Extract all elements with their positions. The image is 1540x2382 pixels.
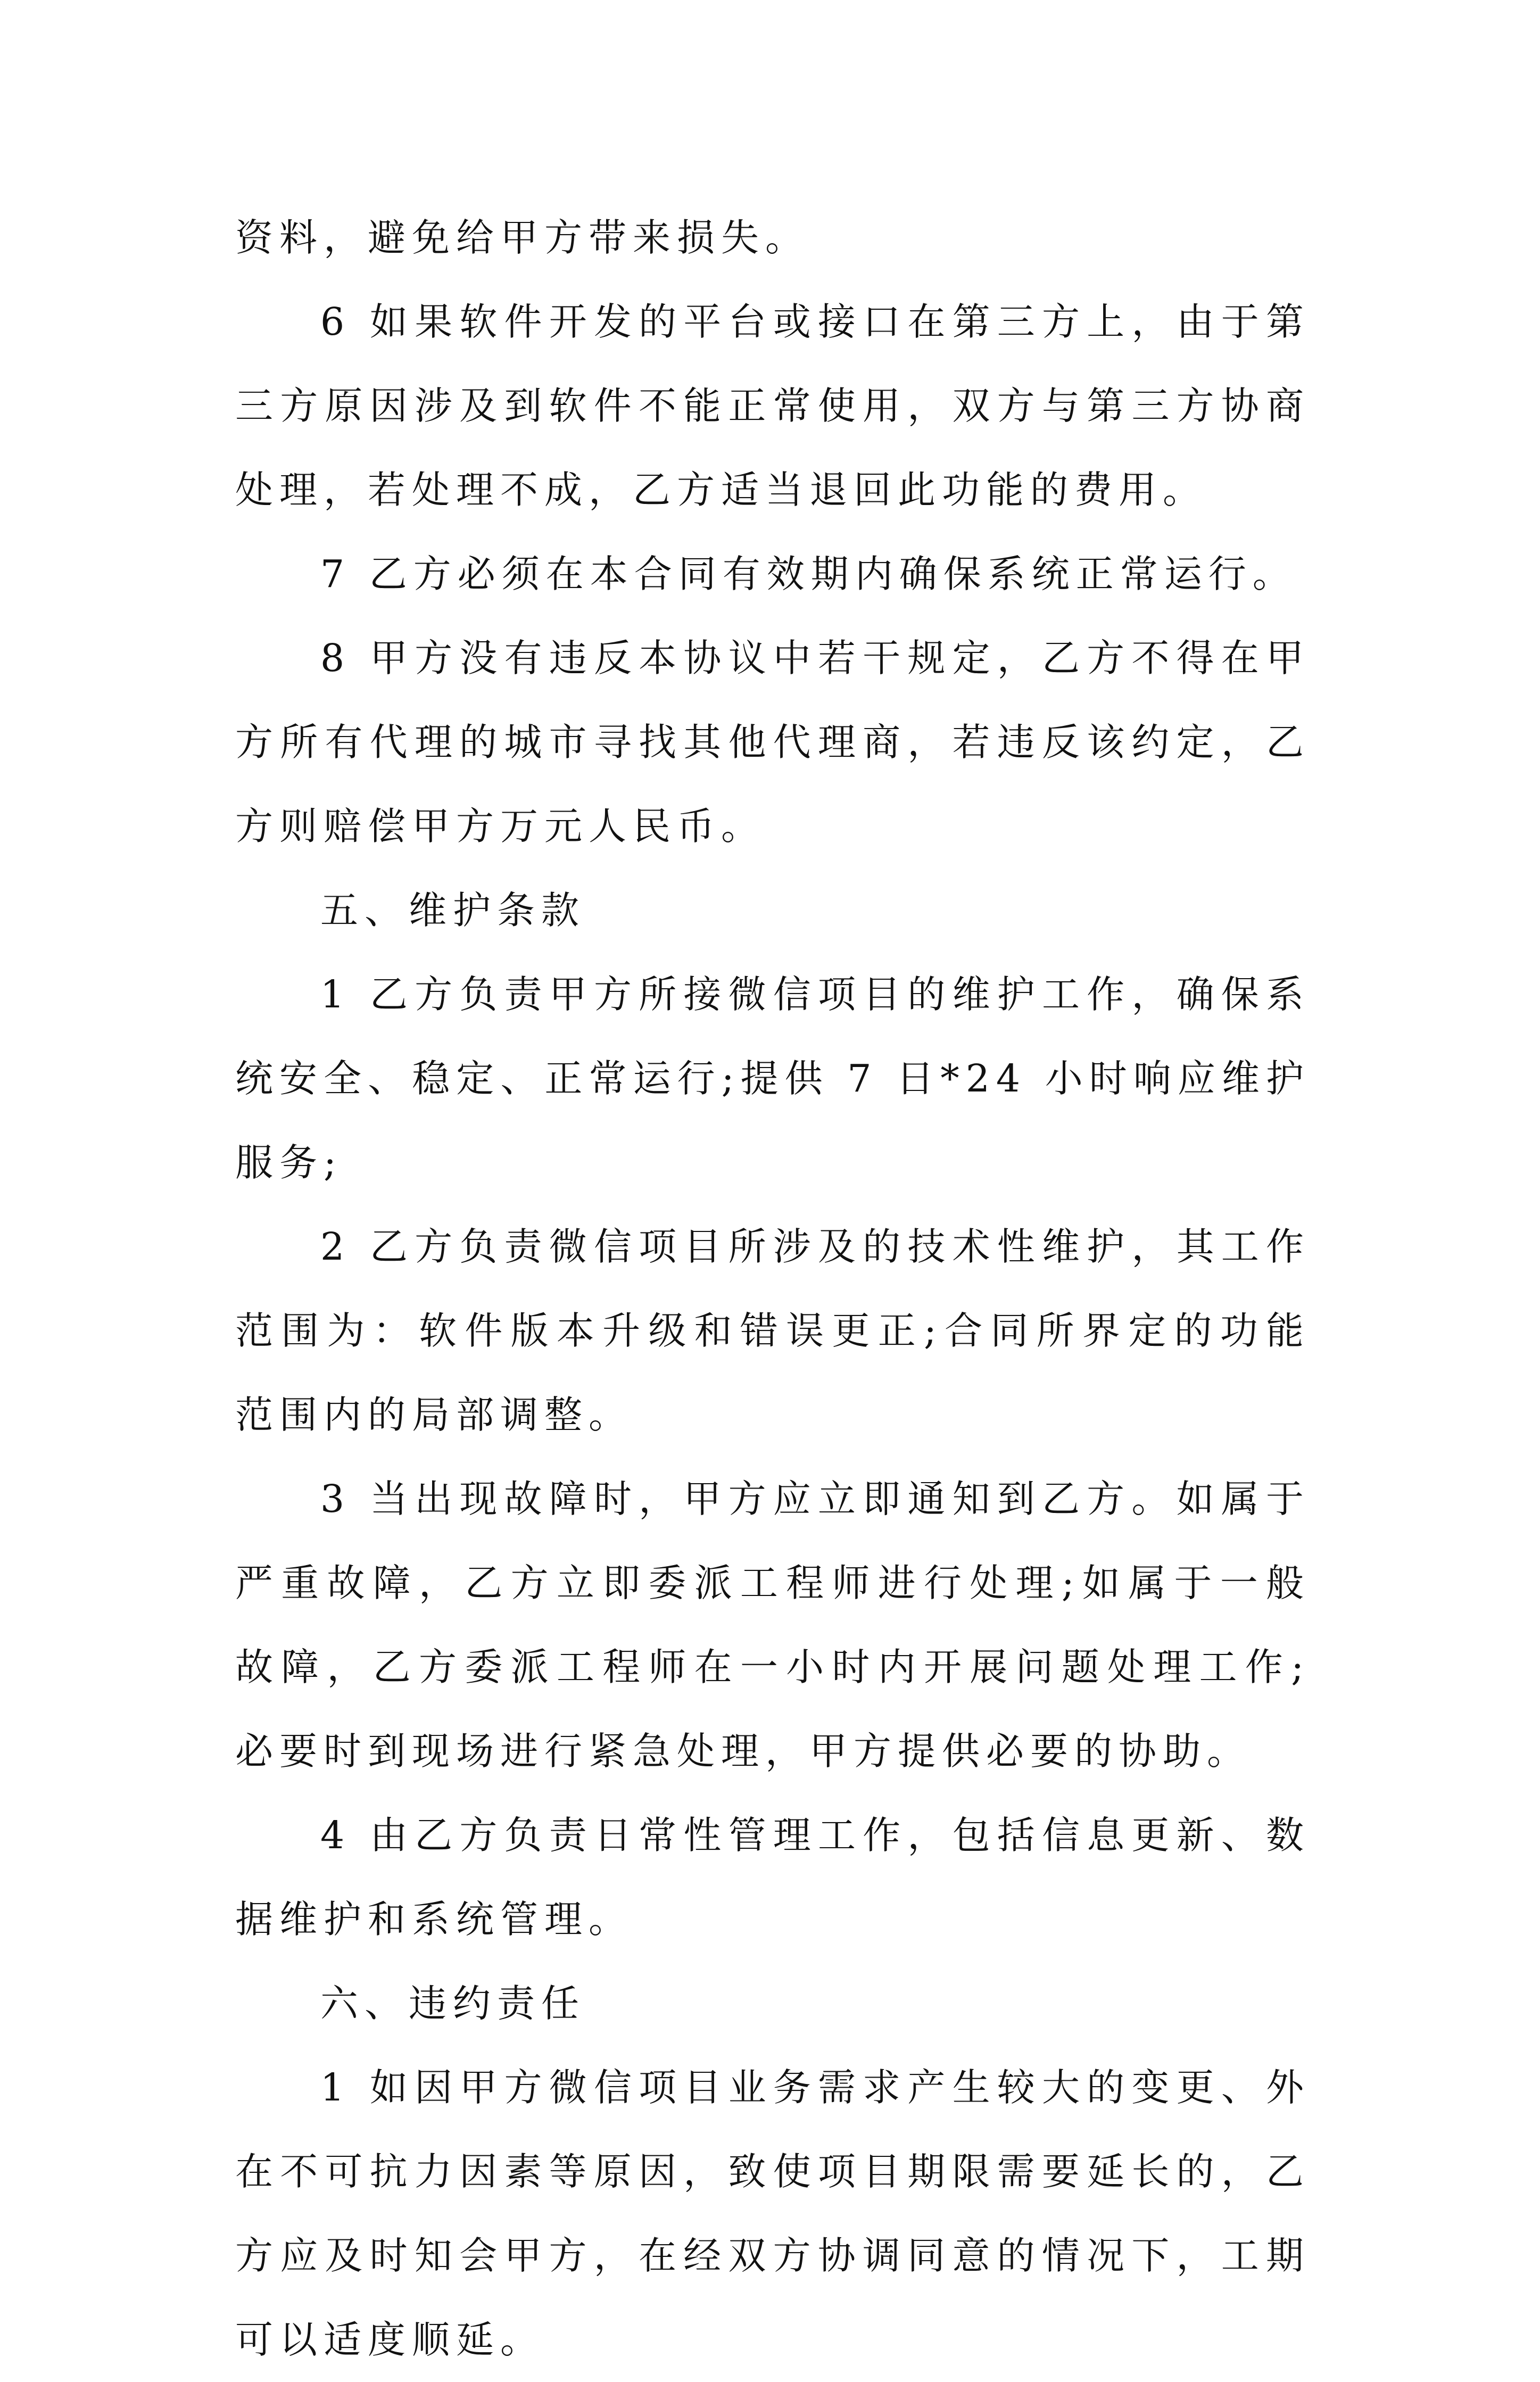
clause-5-1: 1 乙方负责甲方所接微信项目的维护工作，确保系统安全、稳定、正常运行;提供 7 日*24 小时响应维护服务; <box>235 972 1310 1185</box>
clause-6-1: 1 如因甲方微信项目业务需求产生较大的变更、外在不可抗力因素等原因，致使项目期限需要延长的，乙方应及时知会甲方，在经双方协调同意的情况下，工期可以适度顺延。 <box>235 2065 1310 2362</box>
clause-5-3: 3 当出现故障时，甲方应立即通知到乙方。如属于严重故障，乙方立即委派工程师进行处理;如属于一般故障，乙方委派工程师在一小时内开展问题处理工作;必要时到现场进行紧急处理，甲方提供必要的协助。 <box>235 1477 1310 1773</box>
section-heading-5: 五、维护条款 <box>320 888 586 932</box>
clause-5-2: 2 乙方负责微信项目所涉及的技术性维护，其工作范围为：软件版本升级和错误更正;合同所界定的功能范围内的局部调整。 <box>235 1225 1310 1437</box>
paragraph-continuation: 资料，避免给甲方带来损失。 <box>235 216 810 260</box>
clause-4-6: 6 如果软件开发的平台或接口在第三方上，由于第三方原因涉及到软件不能正常使用，双方与第三方协商处理，若处理不成，乙方适当退回此功能的费用。 <box>235 300 1310 512</box>
document-body <box>235 196 1310 2382</box>
clause-5-4: 4 由乙方负责日常性管理工作，包括信息更新、数据维护和系统管理。 <box>235 1813 1310 1941</box>
section-heading-6: 六、违约责任 <box>320 1981 586 2025</box>
clause-4-7: 7 乙方必须在本合同有效期内确保系统正常运行。 <box>320 552 1297 596</box>
clause-4-8: 8 甲方没有违反本协议中若干规定，乙方不得在甲方所有代理的城市寻找其他代理商，若违反该约定，乙方则赔偿甲方万元人民币。 <box>235 636 1310 848</box>
